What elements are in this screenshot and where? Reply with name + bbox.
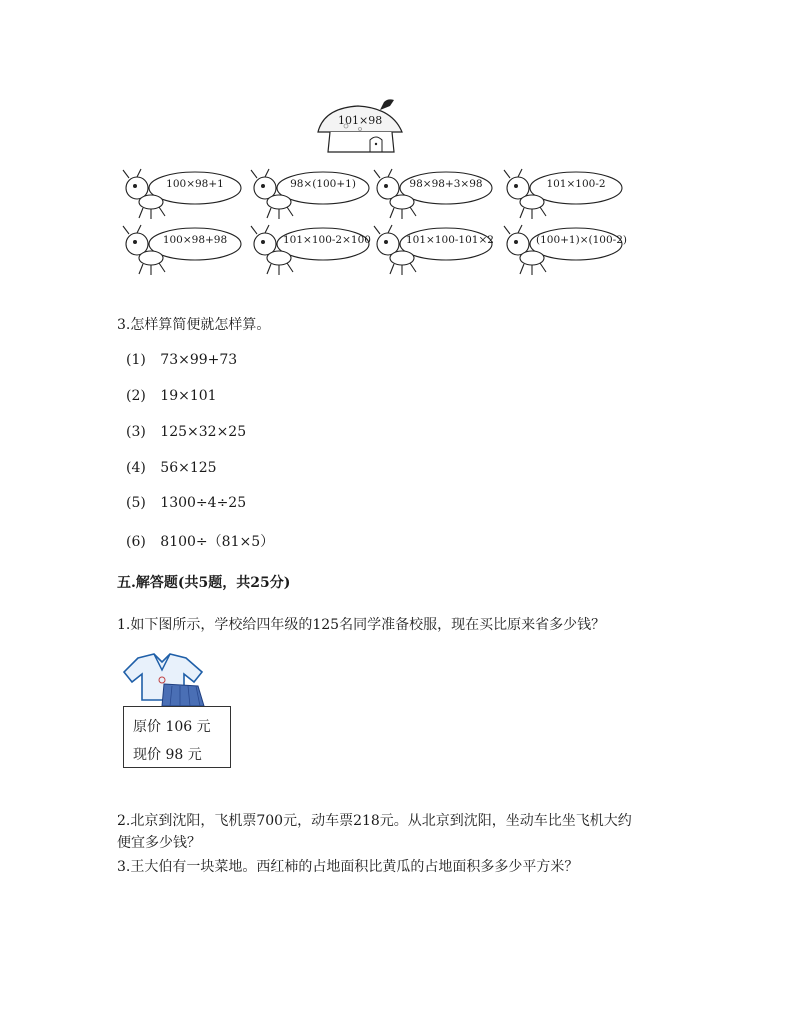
ant-card <box>115 168 245 222</box>
ant-expression: 100×98+98 <box>162 234 228 246</box>
school-uniform-image <box>118 650 208 708</box>
item-number: (4) <box>126 460 146 476</box>
q3-item-1 <box>126 352 237 368</box>
ant-expression: (100+1)×(100-2) <box>536 234 627 246</box>
q3-item-5 <box>126 495 246 511</box>
problem-2-line-2: 便宜多少钱？ <box>117 835 201 851</box>
problem-1: 1.如下图所示，学校给四年级的125名同学准备校服，现在买比原来省多少钱？ <box>117 617 606 633</box>
q3-item-3 <box>126 424 246 440</box>
problem-2-line-1: 2.北京到沈阳，飞机票700元，动车票218元。从北京到沈阳，坐动车比坐飞机大约 <box>117 813 632 829</box>
section-heading: 五.解答题(共5题，共25分) <box>117 575 291 591</box>
ant-expression: 101×100-2×100 <box>283 234 371 246</box>
item-expression: 56×125 <box>160 460 217 476</box>
ant-card <box>366 224 496 278</box>
item-number: (5) <box>126 495 146 511</box>
ant-expression: 98×98+3×98 <box>409 178 483 190</box>
ant-icon <box>115 168 245 222</box>
ant-card <box>496 224 626 278</box>
ant-expression: 100×98+1 <box>166 178 224 190</box>
ant-card <box>243 224 373 278</box>
ant-expression: 101×100-2 <box>546 178 606 190</box>
q3-item-6 <box>126 531 274 551</box>
mushroom-label: 101×98 <box>338 114 383 127</box>
price-original: 原价 106 元 <box>133 719 211 735</box>
ant-icon <box>243 168 373 222</box>
item-expression: 125×32×25 <box>160 424 247 440</box>
item-expression: 8100÷（81×5） <box>160 534 275 550</box>
ant-card <box>496 168 626 222</box>
q3-item-4 <box>126 460 217 476</box>
ant-icon <box>366 224 496 278</box>
item-expression: 73×99+73 <box>160 352 238 368</box>
q3-item-2 <box>126 388 217 404</box>
ant-card <box>243 168 373 222</box>
item-number: (6) <box>126 534 146 550</box>
price-box <box>123 706 231 768</box>
problem-3: 3.王大伯有一块菜地。西红柿的占地面积比黄瓜的占地面积多多少平方米？ <box>117 859 579 875</box>
ant-expression: 101×100-101×2 <box>406 234 494 246</box>
price-now: 现价 98 元 <box>133 747 202 763</box>
ant-icon <box>366 168 496 222</box>
item-number: (3) <box>126 424 146 440</box>
q3-title: 3.怎样算简便就怎样算。 <box>117 317 271 333</box>
ant-icon <box>496 168 626 222</box>
ant-icon <box>496 224 626 278</box>
ant-card <box>115 224 245 278</box>
item-number: (2) <box>126 388 146 404</box>
ant-card <box>366 168 496 222</box>
item-expression: 19×101 <box>160 388 217 404</box>
item-expression: 1300÷4÷25 <box>160 495 247 511</box>
ant-icon <box>243 224 373 278</box>
ant-icon <box>115 224 245 278</box>
ant-expression: 98×(100+1) <box>290 178 356 190</box>
item-number: (1) <box>126 352 146 368</box>
